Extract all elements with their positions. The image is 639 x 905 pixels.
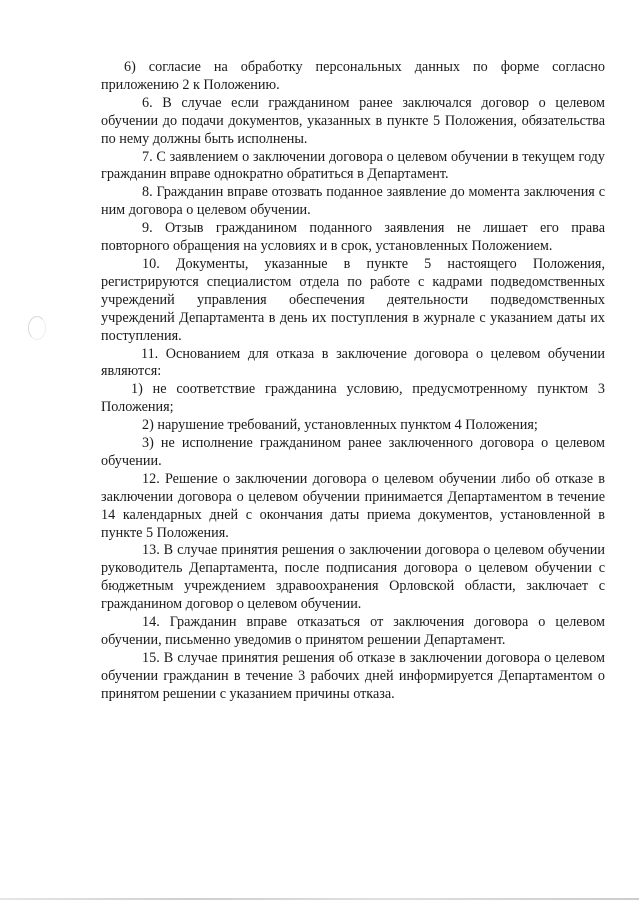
paragraph-11-item-3: 3) не исполнение гражданином ранее заключенного договора о целевом обучении. (101, 435, 605, 469)
paragraph-15: 15. В случае принятия решения об отказе в заключении договора о целевом обучении гражданин в течение 3 рабочих дней информируется Департаментом о принятом решении с указанием причины отказа. (101, 649, 605, 702)
paragraph-14: 14. Гражданин вправе отказаться от заключения договора о целевом обучении, письменно уведомив о принятом решении Департамент. (101, 614, 605, 648)
scan-bottom-edge (0, 898, 639, 900)
paragraph-item-6-consent: 6) согласие на обработку персональных данных по форме согласно приложению 2 к Положению. (101, 59, 605, 93)
punch-hole-mark (28, 316, 46, 340)
paragraph-9: 9. Отзыв гражданином поданного заявления не лишает его права повторного обращения на условиях и в срок, установленных Положением. (101, 220, 605, 255)
paragraph-10: 10. Документы, указанные в пункте 5 настоящего Положения, регистрируются специалистом отдела по работе с кадрами подведомственных учреждений управления обеспечения деятельности подведомственных учреждений Департамента в день их поступления в журнале с указанием даты их поступления. (101, 255, 605, 344)
paragraph-7: 7. С заявлением о заключении договора о целевом обучении в текущем году гражданин вправе однократно обратиться в Департамент. (101, 148, 605, 183)
paragraph-8: 8. Гражданин вправе отозвать поданное заявление до момента заключения с ним договора о целевом обучении. (101, 184, 605, 219)
paragraph-13: 13. В случае принятия решения о заключении договора о целевом обучении руководитель Департамента, после подписания договора о целевом обучении с бюджетным учреждением здравоохранения Орловской области, заключает с гражданином договор о целевом обучении. (101, 542, 605, 613)
paragraph-11-item-1: 1) не соответствие гражданина условию, предусмотренному пунктом 3 Положения; (101, 381, 605, 416)
paragraph-6: 6. В случае если гражданином ранее заключался договор о целевом обучении до подачи документов, указанных в пункте 5 Положения, обязательства по нему должны быть исполнены. (101, 94, 605, 147)
paragraph-11: 11. Основанием для отказа в заключение договора о целевом обучении являются: (101, 345, 605, 380)
paragraph-12: 12. Решение о заключении договора о целевом обучении либо об отказе в заключении договора о целевом обучении принимается Департаментом в течение 14 календарных дней с окончания даты приема документов, установленной в пункте 5 Положения. (101, 470, 605, 541)
document-body (101, 59, 605, 704)
paragraph-11-item-2: 2) нарушение требований, установленных пунктом 4 Положения; (142, 417, 538, 434)
